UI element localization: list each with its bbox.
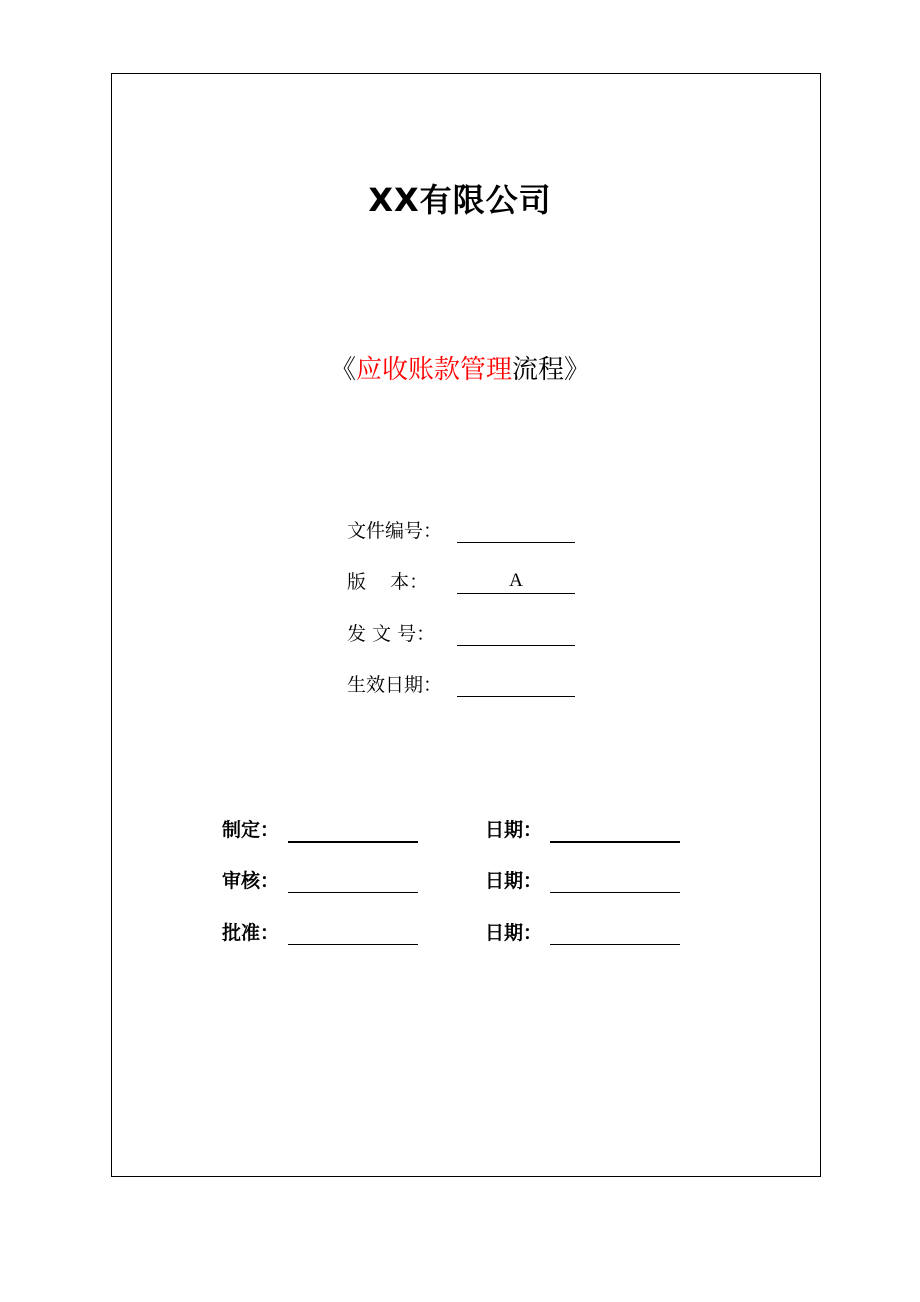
- prepared-label: 制定：: [222, 819, 280, 841]
- reviewed-date-field[interactable]: [550, 868, 680, 893]
- prepared-field[interactable]: [288, 817, 418, 843]
- approved-label: 批准：: [222, 922, 280, 944]
- effective-date-field[interactable]: [457, 672, 575, 697]
- meta-row-issue-number: [347, 617, 587, 651]
- file-number-field[interactable]: [457, 518, 575, 543]
- reviewed-field[interactable]: [288, 868, 418, 893]
- approved-field[interactable]: [288, 920, 418, 945]
- title-suffix: 流程》: [512, 355, 591, 385]
- issue-number-field[interactable]: [457, 621, 575, 646]
- reviewed-date-label: 日期：: [485, 870, 543, 892]
- meta-row-version: [347, 565, 587, 599]
- signature-row-reviewed: [222, 864, 692, 898]
- document-title: [0, 350, 920, 390]
- approved-date-label: 日期：: [485, 922, 543, 944]
- meta-row-effective-date: [347, 668, 587, 702]
- prepared-date-label: 日期：: [485, 819, 543, 841]
- version-field[interactable]: A: [457, 569, 575, 594]
- title-highlight: 应收账款管理: [355, 355, 512, 385]
- title-open-bracket: 《: [329, 355, 356, 385]
- file-number-label: 文件编号：: [347, 520, 443, 542]
- approved-date-field[interactable]: [550, 920, 680, 945]
- signature-row-approved: [222, 916, 692, 950]
- reviewed-label: 审核：: [222, 870, 280, 892]
- effective-date-label: 生效日期：: [347, 674, 443, 696]
- issue-number-label: 发 文 号：: [347, 623, 436, 645]
- meta-row-file-number: [347, 514, 587, 548]
- signature-row-prepared: [222, 813, 692, 847]
- version-label: 版 本：: [347, 571, 429, 593]
- company-name: XX有限公司: [368, 181, 552, 219]
- prepared-date-field[interactable]: [550, 817, 680, 843]
